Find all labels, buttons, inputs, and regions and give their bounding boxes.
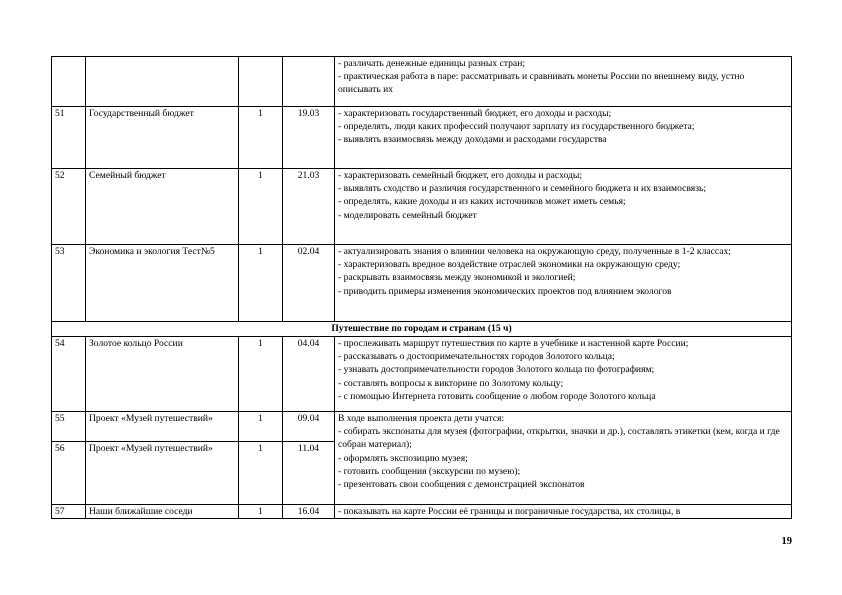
activity-line: - определять, какие доходы и из каких источников может иметь семья; (338, 196, 626, 208)
activity-line: - актуализировать знания о влиянии человека на окружающую среду, полученные в 1-2 классах; (338, 246, 731, 257)
lesson-activities (335, 245, 792, 322)
section-row (52, 322, 792, 337)
lesson-date: 21.03 (283, 169, 335, 245)
table-row (52, 412, 792, 442)
lesson-number: 57 (52, 505, 86, 519)
activity-line: - характеризовать семейный бюджет, его доходы и расходы; (338, 170, 583, 181)
activity-line: - узнавать достопримечательности городов Золотого кольца по фотографиям; (338, 364, 655, 376)
activity-line: - составлять вопросы к викторине по Золотому кольцу; (338, 377, 564, 389)
lesson-number: 54 (52, 337, 86, 412)
activity-line: - определять, люди каких профессий получают зарплату из государственного бюджета; (338, 121, 695, 133)
activity-line: - выявлять взаимосвязь между доходами и расходами государства (338, 134, 607, 146)
lesson-topic: Золотое кольцо России (86, 337, 239, 412)
lesson-activities (335, 169, 792, 245)
lesson-hours: 1 (239, 337, 283, 412)
lesson-activities (335, 412, 792, 505)
activity-line: - раскрывать взаимосвязь между экономикой и экологией; (338, 272, 576, 284)
lesson-date: 11.04 (283, 442, 335, 505)
activity-line: В ходе выполнения проекта дети учатся: (338, 413, 505, 424)
lesson-hours: 1 (239, 107, 283, 169)
lesson-activities (335, 107, 792, 169)
lesson-plan-table (51, 56, 792, 519)
activity-line: - рассказывать о достопримечательностях городов Золотого кольца; (338, 351, 615, 363)
table-row (52, 169, 792, 245)
lesson-topic: Проект «Музей путешествий» (86, 412, 239, 442)
lesson-number: 51 (52, 107, 86, 169)
activity-line: - моделировать семейный бюджет (338, 209, 477, 221)
table-row (52, 57, 792, 107)
section-title: Путешествие по городам и странам (15 ч) (52, 322, 792, 337)
lesson-activities (335, 57, 792, 107)
lesson-topic (86, 57, 239, 107)
lesson-number: 53 (52, 245, 86, 322)
lesson-hours (239, 57, 283, 107)
activity-line: - характеризовать государственный бюджет, его доходы и расходы; (338, 108, 612, 119)
lesson-date: 09.04 (283, 412, 335, 442)
lesson-date (283, 57, 335, 107)
activity-line: - характеризовать вредное воздействие отраслей экономики на окружающую среду; (338, 259, 681, 271)
table-row (52, 107, 792, 169)
table-row (52, 505, 792, 519)
table-row (52, 245, 792, 322)
lesson-hours: 1 (239, 442, 283, 505)
table-row (52, 337, 792, 412)
activity-line: - различать денежные единицы разных стран; (338, 58, 525, 69)
lesson-date: 04.04 (283, 337, 335, 412)
activity-line: - с помощью Интернета готовить сообщение о любом городе Золотого кольца (338, 390, 656, 402)
lesson-date: 19.03 (283, 107, 335, 169)
activity-line: - выявлять сходство и различия государственного и семейного бюджета и их взаимосвязь; (338, 183, 707, 195)
lesson-hours: 1 (239, 412, 283, 442)
lesson-activities (335, 337, 792, 412)
activity-line: - показывать на карте России её границы и пограничные государства, их столицы, в (338, 506, 681, 517)
lesson-hours: 1 (239, 245, 283, 322)
activity-line: - оформлять экспозицию музея; (338, 452, 468, 464)
lesson-topic: Проект «Музей путешествий» (86, 442, 239, 505)
lesson-topic: Семейный бюджет (86, 169, 239, 245)
page-number: 19 (781, 536, 792, 547)
lesson-date: 16.04 (283, 505, 335, 519)
lesson-number: 56 (52, 442, 86, 505)
activity-line: - собирать экспонаты для музея (фотографии, открытки, значки и др.), составлять этикетки (кем, когда и где собран материал); (338, 426, 780, 451)
lesson-topic: Наши ближайшие соседи (86, 505, 239, 519)
lesson-topic: Государственный бюджет (86, 107, 239, 169)
lesson-number: 55 (52, 412, 86, 442)
lesson-activities (335, 505, 792, 519)
lesson-hours: 1 (239, 169, 283, 245)
lesson-hours: 1 (239, 505, 283, 519)
activity-line: - прослеживать маршрут путешествия по карте в учебнике и настенной карте России; (338, 338, 689, 349)
activity-line: - готовить сообщения (экскурсии по музею); (338, 465, 521, 477)
lesson-topic: Экономика и экология Тест№5 (86, 245, 239, 322)
lesson-number (52, 57, 86, 107)
lesson-date: 02.04 (283, 245, 335, 322)
activity-line: - приводить примеры изменения экономических проектов под влиянием экологов (338, 285, 672, 297)
lesson-number: 52 (52, 169, 86, 245)
activity-line: - практическая работа в паре: рассматривать и сравнивать монеты России по внешнему виду, устно описывать их (338, 71, 745, 96)
activity-line: - презентовать свои сообщения с демонстрацией экспонатов (338, 479, 585, 491)
